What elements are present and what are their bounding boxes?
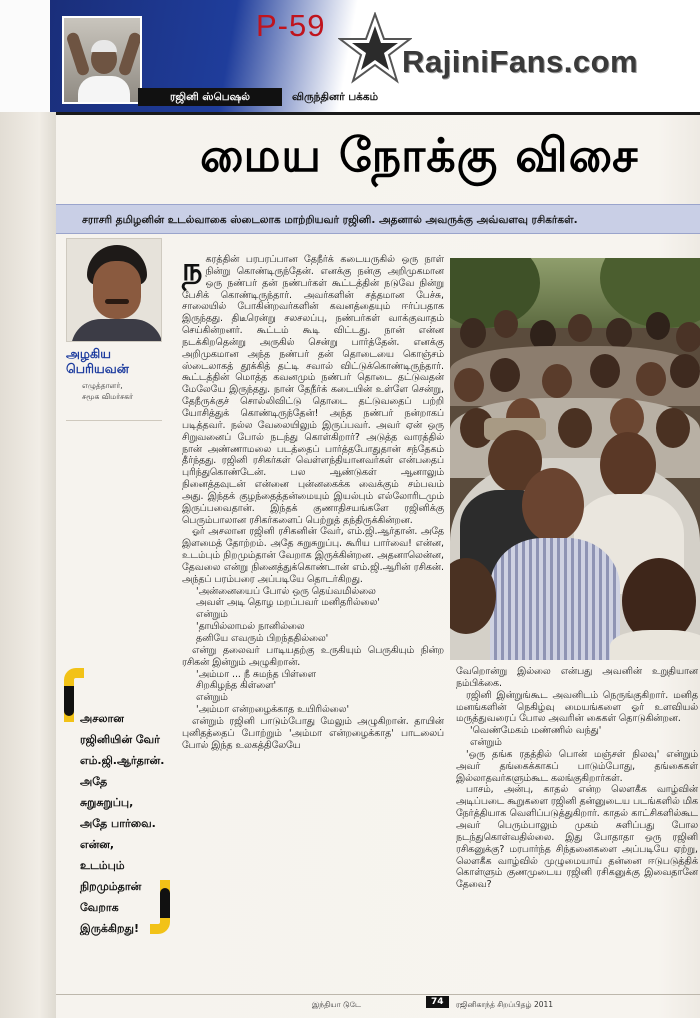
brand-watermark: RajiniFans.com <box>402 44 639 79</box>
pull-quote-line: இருக்கிறது! <box>80 922 139 935</box>
subheading-bar <box>56 204 700 234</box>
song-quote-connector: என்றும் <box>470 737 502 749</box>
pull-quote-line: என்ன, உடம்பும் <box>80 838 125 872</box>
page-gutter <box>0 0 56 1018</box>
crowd-photo <box>450 258 700 660</box>
paragraph: பாசம், அன்பு, காதல் என்ற லௌகீக வாழ்வின் அடிப்படை கூறுகளை ரஜினி தன்னுடைய படங்களில் மிக நேர்த்தியாக வெளிப்படுத்துகிறார். காதல் காட்சிகளில்கூட அவர் பெரும்பாலும் முகம் சுளிப்பது போல நடந்துகொள்வதில்லை. இது போதாதா ஒரு ரஜினி ரசிகனுக்கு? மரபார்ந்த சிந்தனைகளை அப்படியே ஏற்று, லௌகீக வாழ்வில் முழுமையாய் தன்னை ஈடுபடுத்திக் கொள்ளும் குணமுடைய ரஜினி ரசிகனுக்கு இவைதானே தேவை? <box>456 784 698 891</box>
paragraph: என்று தலைவர் பாடியதற்கு உருகியும் பெருகியும் நின்ற ரசிகன் இன்றும் அழுகிறான். <box>182 644 444 668</box>
article-column-1 <box>182 250 444 751</box>
author-photo <box>66 238 162 342</box>
paragraph: ரஜினி இன்றுங்கூட அவனிடம் நெருங்குகிறார். மனித மனங்களின் நெகிழ்வு மையங்களை ஓர் உளவியல் மருத்துவரைப் போல அவரின் கைகள் தொடுகின்றன. <box>456 689 698 725</box>
pull-quote-line: அதே பார்வை. <box>80 817 156 830</box>
article-subheading: சராசரி தமிழனின் உடல்வாகை ஸ்டைலாக மாற்றியவர் ரஜினி. அதனால் அவருக்கு அவ்வளவு ரசிகர்கள். <box>82 214 578 226</box>
author-name <box>66 346 156 376</box>
song-quote: 'அம்மா ... நீ சுமந்த பிள்ளை <box>196 668 316 680</box>
song-quote-connector: என்றும் <box>196 609 228 621</box>
pull-quote-line: அதே சுறுசுறுப்பு, <box>80 775 134 809</box>
rajini-header-photo <box>62 16 142 104</box>
article-column-2 <box>456 666 698 891</box>
drop-cap: ந <box>182 250 203 288</box>
paragraph: வேறொன்று இல்லை என்பது அவனின் உறுதியான நம்பிக்கை. <box>456 666 698 689</box>
header-rule <box>56 112 700 115</box>
song-quote: தனியே எவரும் பிறந்ததில்லை' <box>196 633 329 644</box>
song-quote: 'தாயில்லாமல் நானில்லை <box>196 621 305 633</box>
page-footer <box>56 996 700 1018</box>
paragraph: கரத்தின் பரபரப்பான தேநீர்க் கடையருகில் ஒரு நாள் நின்று கொண்டிருந்தேன். எனக்கு நன்கு அறிமுகமான ஒரு நண்பர் தன் நண்பர்கள் கூட்டத்தின் நடுவே நின்று பேசிக் கொண்டிருந்தார். அவர்களின் சத்தமான பேச்சு, சாலையில் போகின்றவர்களின் கவனத்தையும் ஈர்ப்பதாக இருந்தது. திடீரென்று சலசலப்பு, நண்பர்கள் வாக்குவாதம் செய்கின்றனர். கூட்டம் கூடி விட்டது. நான் என்ன நடக்கிறதென்று அருகில் சென்று பார்த்தேன். எனக்கு அறிமுகமான அந்த நண்பர் தன் தொடையை கொஞ்சம் ஸ்டைலாகத் தூக்கித் தட்டி சவால் விட்டுக்கொண்டிருந்தார். கூட்டத்தின் மொத்த கவனமும் நண்பர் தொடை தட்டுவதன் மேலேயே இருந்தது. நான் தேநீர்க் கடையின் உள்ளே சென்று, தேநீருக்குச் சொல்லிவிட்டு தொடை தட்டுவதைப் பற்றி யோசித்துக் கொண்டிருந்தேன்! அந்த நண்பர் நன்றாகப் படித்தவர். நல்ல வேலையிலும் இருப்பவர். அவர் ஏன் ஒரு சிறுவனைப் போல் நடந்து கொள்கிறார்? அடுத்த வாரத்தில் நான் அண்ணாமலை படத்தைப் பார்த்தபோதுதான் சந்தேகம் தீர்ந்தது. ரஜினி ரசிகர்கள் வெள்ளந்தியானவர்கள் என்பதைப் புரிந்துகொண்டேன். பல ஆண்டுகள் ஆனாலும் நினைத்தவுடன் என்னை புன்னகைக்க வைக்கும் சம்பவம் அது. இந்தக் குழந்தைத்தன்மையும் இயல்பும் எல்லோரிடமும் இருப்பவைதான். இந்தக் குணாதிசயங்களே ரஜினிக்கு பெரும்பாலான ரசிகர்களைப் பெற்றுத் தந்திருக்கின்றன. <box>182 254 444 526</box>
pull-quote-line: அசலான <box>80 712 124 725</box>
song-quote: 'அம்மா என்றழைக்காத உயிரில்லை' <box>196 704 350 716</box>
author-role-line1: எழுத்தாளர், <box>82 381 123 390</box>
song-quote: அவள் அடி தொழ மறப்பவர் மனிதரில்லை' <box>196 597 380 609</box>
paragraph: ஓர் அசலான ரஜினி ரசிகனின் வேர், எம்.ஜி.ஆர்தான். அதே இளமைத் தோற்றம். அதே சுறுசுறுப்பு. கூரிய பார்வை! என்ன, உடம்பும் நிறமும்தான் வேறாக இருக்கின்றன. அதனாலென்ன, தேவலை என்று நினைத்துக்கொண்டான் எம்.ஜி.ஆரின் ரசிகன். அந்தப் பரம்பரை அப்படியே தொடர்கிறது. <box>182 526 444 585</box>
pull-quote-line: நிறமும்தான் <box>80 880 142 893</box>
author-role-line2: சமூக விமர்சகர் <box>82 392 133 401</box>
author-divider <box>66 420 162 421</box>
author-role <box>82 380 152 402</box>
footer-publication: இந்தியா டுடே <box>312 1000 361 1009</box>
pull-quote <box>80 708 165 939</box>
page-code: P-59 <box>256 8 326 43</box>
song-quote: 'வெண்மேகம் மண்ணில் வந்து' <box>470 725 602 737</box>
song-quote: சிறகிழந்த கிள்ளை' <box>196 680 277 692</box>
star-icon <box>338 12 412 84</box>
footer-page-number: 74 <box>426 996 449 1008</box>
author-name-line2: பெரியவன் <box>66 361 129 376</box>
pull-quote-line: வேறாக <box>80 901 119 914</box>
song-quote-connector: என்றும் <box>196 692 228 704</box>
special-tag: ரஜினி ஸ்பெஷல் <box>138 88 282 106</box>
song-quote: 'அன்னையைப் போல் ஒரு தெய்வமில்லை <box>196 585 376 597</box>
footer-rule <box>56 994 700 995</box>
paragraph: 'ஒரு தங்க ரதத்தில் பொன் மஞ்சள் நிலவு' என்றும் அவர் தங்கைக்காகப் பாடும்போது, தங்கைகள் இல்லாதவர்களும்கூட கலங்குகிறார்கள். <box>456 748 698 784</box>
pull-quote-line: எம்.ஜி.ஆர்தான். <box>80 754 165 767</box>
paragraph: என்றும் ரஜினி பாடும்போது மேலும் அழுகிறான். தாயின் புனிதத்தைப் போற்றும் 'அம்மா என்றழைக்காத' பாடலைப் போல் இந்த உலகத்திலேயே <box>182 715 444 751</box>
author-name-line1: அழகிய <box>66 346 111 361</box>
pull-quote-line: ரஜினியின் வேர் <box>80 733 160 746</box>
article-headline: மைய நோக்கு விசை <box>200 128 639 182</box>
section-tag: விருந்தினர் பக்கம் <box>292 91 379 103</box>
footer-issue: ரஜினிகாந்த் சிறப்பிதழ் 2011 <box>456 1000 554 1009</box>
